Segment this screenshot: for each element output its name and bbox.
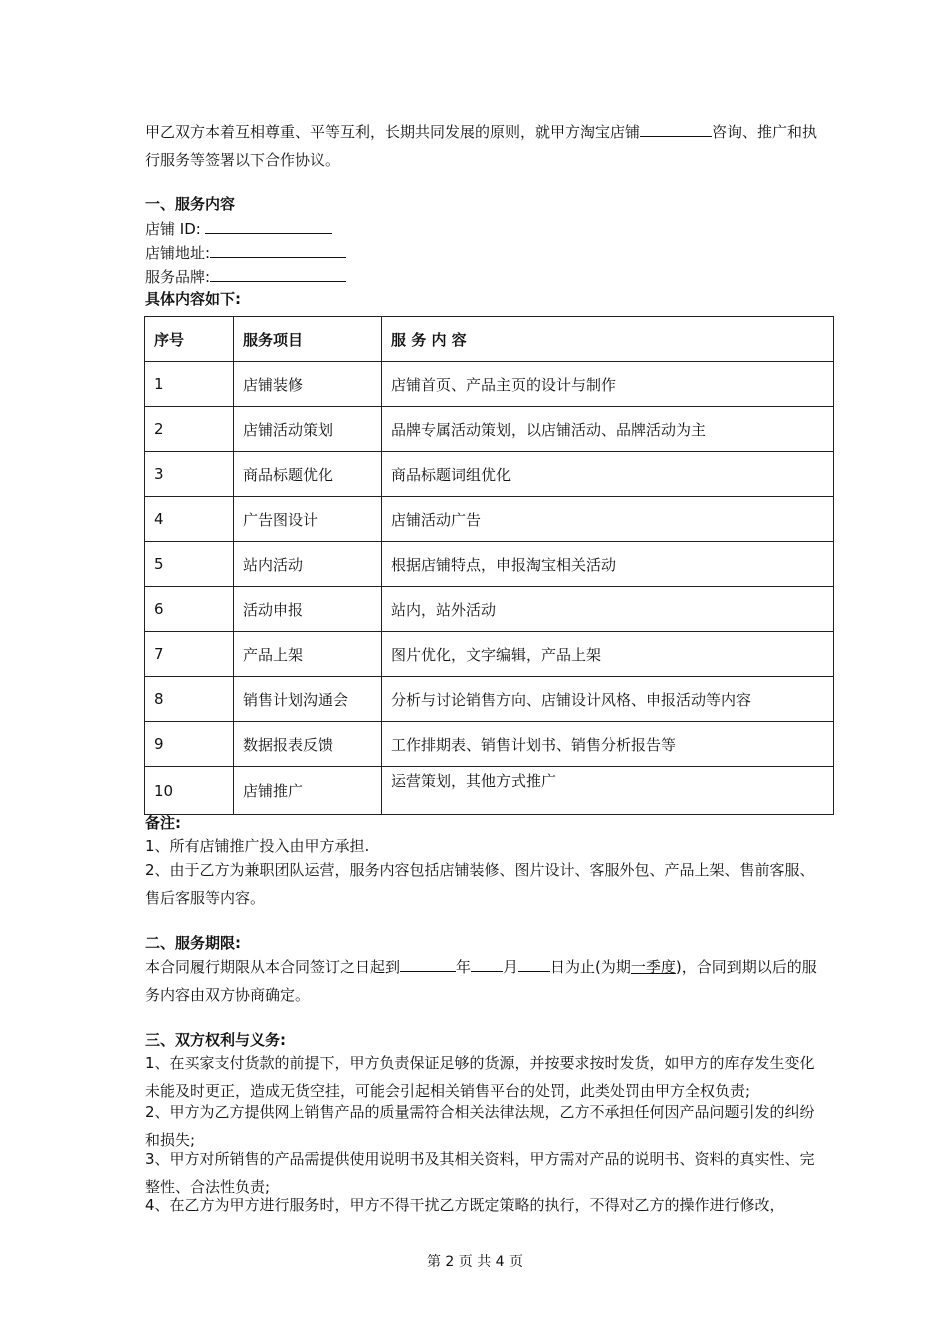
section2-paragraph bbox=[145, 953, 825, 1009]
row-number: 2 bbox=[145, 407, 234, 452]
table-row bbox=[145, 407, 834, 452]
section3-item-3: 3、甲方对所销售的产品需提供使用说明书及其相关资料，甲方需对产品的说明书、资料的真实性、完整性、合法性负责; bbox=[145, 1150, 815, 1196]
service-table bbox=[144, 316, 834, 815]
table-header-row bbox=[145, 317, 834, 362]
row-item: 数据报表反馈 bbox=[234, 722, 382, 767]
row-item: 店铺推广 bbox=[234, 767, 382, 815]
section3-heading: 三、双方权利与义务: bbox=[145, 1031, 286, 1049]
shop-id-blank bbox=[205, 216, 332, 234]
row-number: 1 bbox=[145, 362, 234, 407]
shop-name-blank bbox=[640, 119, 712, 137]
row-item: 站内活动 bbox=[234, 542, 382, 587]
row-content: 运营策划，其他方式推广 bbox=[382, 767, 834, 815]
row-number: 8 bbox=[145, 677, 234, 722]
shop-address-blank bbox=[210, 240, 346, 258]
row-item: 销售计划沟通会 bbox=[234, 677, 382, 722]
intro-paragraph bbox=[145, 118, 825, 174]
section3-item-4: 4、在乙方为甲方进行服务时，甲方不得干扰乙方既定策略的执行，不得对乙方的操作进行修改， bbox=[145, 1196, 785, 1214]
table-row bbox=[145, 767, 834, 815]
shop-id-label: 店铺 ID: bbox=[145, 220, 201, 238]
term-text-middle: 日为止(为期 bbox=[550, 958, 631, 976]
row-item: 广告图设计 bbox=[234, 497, 382, 542]
table-row bbox=[145, 587, 834, 632]
row-content: 分析与讨论销售方向、店铺设计风格、申报活动等内容 bbox=[382, 677, 834, 722]
intro-text-before: 甲乙双方本着互相尊重、平等互利，长期共同发展的原则，就甲方淘宝店铺 bbox=[145, 123, 641, 141]
year-label: 年 bbox=[456, 958, 472, 976]
row-content: 店铺活动广告 bbox=[382, 497, 834, 542]
row-number: 3 bbox=[145, 452, 234, 497]
note-1: 1、所有店铺推广投入由甲方承担. bbox=[145, 837, 370, 855]
shop-id-line bbox=[145, 216, 825, 241]
detail-heading: 具体内容如下: bbox=[145, 290, 241, 308]
table-row bbox=[145, 722, 834, 767]
row-number: 9 bbox=[145, 722, 234, 767]
row-content: 站内，站外活动 bbox=[382, 587, 834, 632]
row-content: 图片优化，文字编辑，产品上架 bbox=[382, 632, 834, 677]
term-text-start: 本合同履行期限从本合同签订之日起到 bbox=[145, 958, 401, 976]
row-item: 店铺活动策划 bbox=[234, 407, 382, 452]
row-number: 10 bbox=[145, 767, 234, 815]
row-item: 店铺装修 bbox=[234, 362, 382, 407]
row-content: 品牌专属活动策划，以店铺活动、品牌活动为主 bbox=[382, 407, 834, 452]
table-row bbox=[145, 362, 834, 407]
table-row bbox=[145, 677, 834, 722]
row-number: 4 bbox=[145, 497, 234, 542]
row-item: 商品标题优化 bbox=[234, 452, 382, 497]
row-item: 活动申报 bbox=[234, 587, 382, 632]
row-number: 5 bbox=[145, 542, 234, 587]
shop-address-label: 店铺地址: bbox=[145, 244, 211, 262]
header-item: 服务项目 bbox=[234, 317, 382, 362]
section3-item-2: 2、甲方为乙方提供网上销售产品的质量需符合相关法律法规，乙方不承担任何因产品问题引发的纠纷和损失; bbox=[145, 1103, 815, 1149]
shop-address-line bbox=[145, 240, 825, 265]
brand-label: 服务品牌: bbox=[145, 268, 211, 286]
table-row bbox=[145, 452, 834, 497]
intro-text-after: 咨询、推广和执行服务等签署以下合作协议。 bbox=[145, 123, 818, 169]
header-number: 序号 bbox=[145, 317, 234, 362]
note-2: 2、由于乙方为兼职团队运营，服务内容包括店铺装修、图片设计、客服外包、产品上架、售前客服、售后客服等内容。 bbox=[145, 861, 815, 907]
row-content: 工作排期表、销售计划书、销售分析报告等 bbox=[382, 722, 834, 767]
table-row bbox=[145, 542, 834, 587]
row-number: 6 bbox=[145, 587, 234, 632]
row-content: 商品标题词组优化 bbox=[382, 452, 834, 497]
month-label: 月 bbox=[503, 958, 519, 976]
day-blank bbox=[518, 954, 550, 972]
section1-heading: 一、服务内容 bbox=[145, 195, 236, 213]
term-period: 一季度 bbox=[630, 958, 676, 976]
brand-blank bbox=[210, 264, 346, 282]
row-number: 7 bbox=[145, 632, 234, 677]
row-item: 产品上架 bbox=[234, 632, 382, 677]
month-blank bbox=[471, 954, 503, 972]
page-number-footer: 第 2 页 共 4 页 bbox=[426, 1254, 524, 1270]
brand-line bbox=[145, 264, 825, 289]
notes-heading: 备注: bbox=[145, 814, 181, 832]
section2-heading: 二、服务期限: bbox=[145, 934, 241, 952]
header-content: 服 务 内 容 bbox=[382, 317, 834, 362]
table-row bbox=[145, 632, 834, 677]
row-content: 店铺首页、产品主页的设计与制作 bbox=[382, 362, 834, 407]
section3-item-1: 1、在买家支付货款的前提下，甲方负责保证足够的货源，并按要求按时发货，如甲方的库存发生变化未能及时更正，造成无货空挂，可能会引起相关销售平台的处罚，此类处罚由甲方全权负责; bbox=[145, 1054, 815, 1100]
term-text-end: )，合同到期以后的服务内容由双方协商确定。 bbox=[145, 958, 817, 1004]
table-row bbox=[145, 497, 834, 542]
row-content: 根据店铺特点，申报淘宝相关活动 bbox=[382, 542, 834, 587]
year-blank bbox=[400, 954, 456, 972]
